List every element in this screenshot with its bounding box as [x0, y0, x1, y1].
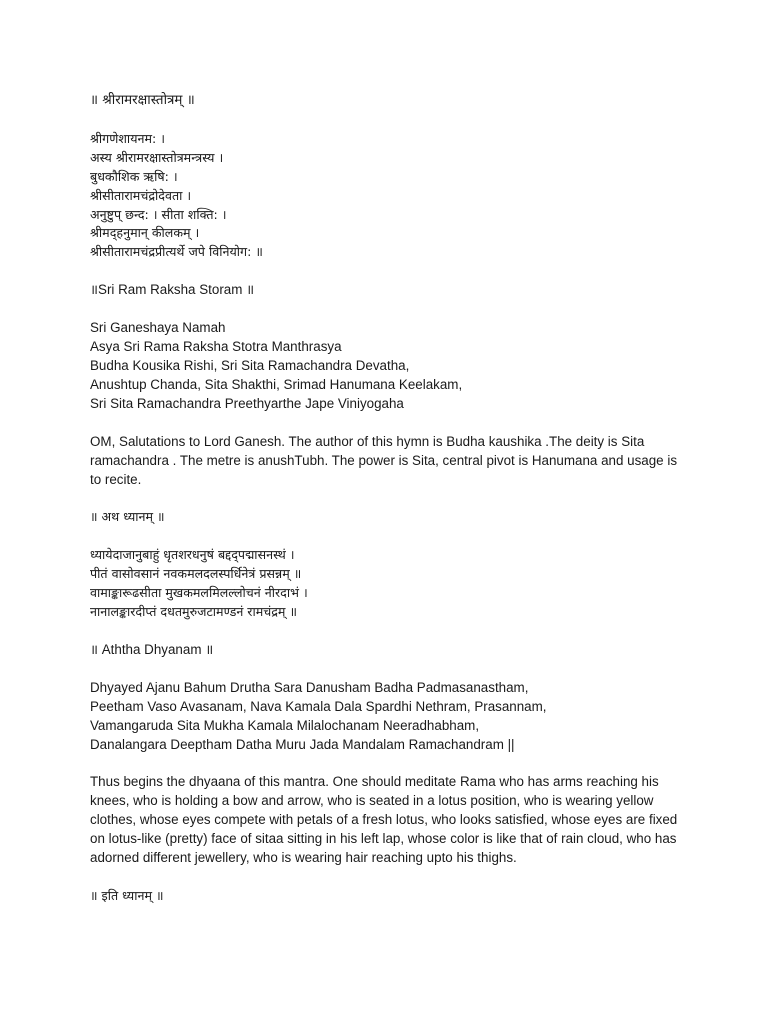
dhyanam-english-line: Danalangara Deeptham Datha Muru Jada Mandalam Ramachandram || — [90, 736, 515, 752]
meaning-text: OM, Salutations to Lord Ganesh. The author of this hymn is Budha kaushika .The deity is Sita ramachandra . The metre is anushTubh. The power is Sita, central pivot is Hanumana and usage is to recite. — [90, 433, 678, 487]
title-english-block — [90, 281, 690, 300]
title-sanskrit-block — [90, 92, 690, 111]
invocation-sanskrit-line: अनुष्टुप् छन्द: । सीता शक्ति: । — [90, 206, 227, 222]
invocation-sanskrit-line: बुधकौशिक ऋषि: । — [90, 168, 178, 184]
meaning-paragraph-1 — [90, 433, 690, 490]
invocation-english-line: Asya Sri Rama Raksha Stotra Manthrasya — [90, 339, 342, 355]
invocation-english-line: Sri Ganeshaya Namah — [90, 320, 226, 336]
invocation-sanskrit-line: अस्य श्रीरामरक्षास्तोत्रमन्त्रस्य । — [90, 149, 224, 165]
meaning-text: Thus begins the dhyaana of this mantra. One should meditate Rama who has arms reaching his knees, who is holding a bow and arrow, who is seated in a lotus position, who is wearing yellow clothes, whose eyes compete with petals of a fresh lotus, who looks satisfied, whose eyes are fixed on lotus-like (pretty) face of sitaa sitting in his left lap, whose color is like that of rain cloud, who has adorned different jewellery, who is wearing hair reaching upto his thighs. — [90, 774, 678, 866]
document-page — [90, 92, 690, 925]
dhyanam-sanskrit-line: नानालङ्कारदीप्तं दधतमुरुजटामण्डनं रामचंद्रम् ॥ — [90, 604, 298, 620]
dhyanam-end-sanskrit: ॥ इति ध्यानम् ॥ — [90, 888, 164, 903]
dhyanam-title-sanskrit: ॥ अथ ध्यानम् ॥ — [90, 509, 165, 525]
invocation-sanskrit-line: श्रीसीतारामचंद्रोदेवता । — [90, 187, 192, 203]
dhyanam-sanskrit-line: ध्यायेदाजानुबाहुं धृतशरधनुषं बद्दद्पद्मासनस्थं । — [90, 547, 295, 563]
dhyanam-english-block — [90, 679, 690, 755]
invocation-sanskrit-block — [90, 130, 690, 262]
dhyanam-end-block — [90, 887, 690, 906]
invocation-english-line: Sri Sita Ramachandra Preethyarthe Jape Viniyogaha — [90, 395, 404, 411]
title-english: ॥Sri Ram Raksha Storam ॥ — [90, 282, 255, 298]
dhyanam-title-english-block — [90, 641, 690, 660]
dhyanam-english-line: Dhyayed Ajanu Bahum Drutha Sara Danusham Badha Padmasanastham, — [90, 679, 529, 695]
dhyanam-english-line: Peetham Vaso Avasanam, Nava Kamala Dala Spardhi Nethram, Prasannam, — [90, 698, 547, 714]
invocation-english-line: Anushtup Chanda, Sita Shakthi, Srimad Hanumana Keelakam, — [90, 376, 463, 392]
title-sanskrit: ॥ श्रीरामरक्षास्तोत्रम् ॥ — [90, 93, 195, 108]
dhyanam-sanskrit-block — [90, 546, 690, 622]
dhyanam-title-english: ॥ Aththa Dhyanam ॥ — [90, 641, 214, 657]
invocation-sanskrit-line: श्रीमद्हनुमान् कीलकम् । — [90, 225, 200, 241]
meaning-paragraph-2 — [90, 773, 690, 868]
dhyanam-english-line: Vamangaruda Sita Mukha Kamala Milalochanam Neeradhabham, — [90, 717, 480, 733]
invocation-sanskrit-line: श्रीगणेशायनम: । — [90, 130, 166, 146]
dhyanam-title-sanskrit-block — [90, 508, 690, 527]
invocation-english-block — [90, 319, 690, 414]
dhyanam-sanskrit-line: पीतं वासोवसानं नवकमलदलस्पर्धिनेत्रं प्रसन्नम् ॥ — [90, 566, 302, 582]
invocation-sanskrit-line: श्रीसीतारामचंद्रप्रीत्यर्थे जपे विनियोग: ॥ — [90, 244, 263, 260]
invocation-english-line: Budha Kousika Rishi, Sri Sita Ramachandra Devatha, — [90, 357, 410, 373]
dhyanam-sanskrit-line: वामाङ्कारूढसीता मुखकमलमिलल्लोचनं नीरदाभं । — [90, 585, 308, 601]
